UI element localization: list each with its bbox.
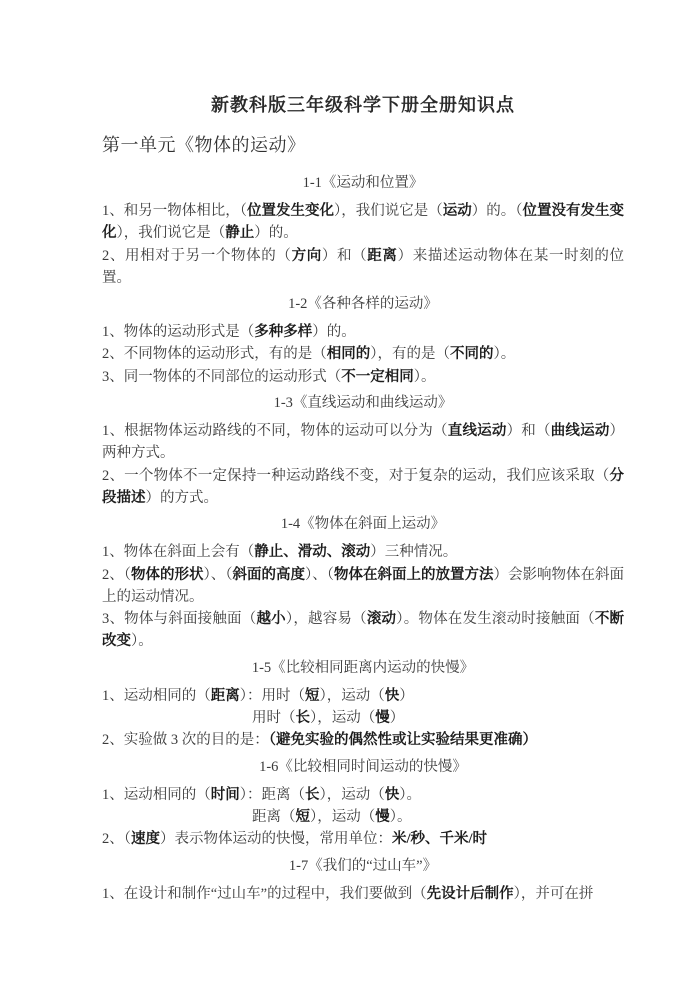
knowledge-section: [102, 294, 624, 388]
answer-bold: 位置发生变化: [247, 203, 334, 219]
answer-bold: 斜面的高度: [232, 566, 305, 583]
answer-bold: 运动: [442, 203, 472, 219]
answer-bold: 直线运动: [447, 423, 507, 440]
paragraph-continuation: 用时（长），运动（慢）: [252, 710, 405, 727]
knowledge-section: [102, 658, 624, 752]
section-heading: 1-3《直线运动和曲线运动》: [273, 395, 453, 412]
answer-bold: （避免实验的偶然性或让实验结果更准确）: [268, 732, 537, 749]
knowledge-section: [102, 173, 624, 289]
answer-bold: 物体的形状: [131, 566, 204, 583]
answer-bold: 距离: [210, 687, 240, 704]
paragraph: 2、实验做 3 次的目的是：（避免实验的偶然性或让实验结果更准确）: [102, 732, 537, 749]
document-body: [102, 173, 624, 905]
answer-bold: 快: [384, 786, 400, 803]
section-heading: 1-2《各种各样的运动》: [288, 296, 438, 313]
section-heading: 1-5《比较相同距离内运动的快慢》: [251, 659, 475, 676]
paragraph: 2、（物体的形状）、（斜面的高度）、（物体在斜面上的放置方法）会影响物体在斜面上的运动情况。: [102, 566, 624, 605]
answer-bold: 不一定相同: [341, 368, 414, 385]
document-title: 新教科版三年级科学下册全册知识点: [211, 95, 515, 115]
section-heading: 1-7《我们的“过山车”》: [288, 857, 438, 874]
answer-bold: 物体在斜面上的放置方法: [334, 566, 494, 583]
knowledge-section: [102, 856, 624, 905]
answer-bold: 多种多样: [254, 324, 313, 341]
answer-bold: 快: [384, 687, 400, 704]
paragraph: 1、物体在斜面上会有（静止、滑动、滚动）三种情况。: [102, 544, 458, 561]
answer-bold: 越小: [256, 611, 286, 628]
answer-bold: 先设计后制作: [426, 885, 514, 902]
paragraph: 2、（速度）表示物体运动的快慢，常用单位：米/秒、千米/时: [102, 831, 488, 848]
answer-bold: 曲线运动: [550, 423, 610, 440]
answer-bold: 长: [295, 710, 310, 727]
answer-bold: 距离: [367, 247, 398, 264]
answer-bold: 位置没有发生变化: [102, 203, 624, 242]
answer-bold: 短: [295, 808, 310, 825]
paragraph: 1、运动相同的（距离）：用时（短），运动（快）: [102, 687, 414, 704]
answer-bold: 分段描述: [102, 467, 624, 506]
answer-bold: 时间: [210, 786, 240, 803]
answer-bold: 滚动: [366, 611, 397, 628]
knowledge-section: [102, 514, 624, 652]
knowledge-section: [102, 393, 624, 509]
answer-bold: 长: [305, 786, 320, 803]
paragraph: 3、物体与斜面接触面（越小），越容易（滚动）。物体在发生滚动时接触面（不断改变）。: [102, 611, 625, 650]
answer-bold: 米/秒、千米/时: [392, 831, 488, 848]
unit-heading: 第一单元《物体的运动》: [102, 135, 306, 155]
answer-bold: 方向: [291, 247, 322, 264]
answer-bold: 速度: [131, 831, 160, 848]
document-content: [102, 94, 624, 905]
paragraph: 1、物体的运动形式是（多种多样）的。: [102, 324, 356, 341]
answer-bold: 相同的: [326, 346, 371, 363]
paragraph: 1、在设计和制作“过山车”的过程中，我们要做到（先设计后制作），并可在拼: [102, 885, 594, 902]
answer-bold: 静止、滑动、滚动: [254, 544, 371, 561]
answer-bold: 慢: [375, 808, 390, 825]
section-heading: 1-1《运动和位置》: [302, 175, 424, 191]
section-heading: 1-4《物体在斜面上运动》: [280, 516, 446, 533]
knowledge-section: [102, 757, 624, 851]
paragraph: 3、同一物体的不同部位的运动形式（不一定相同）。: [102, 368, 436, 385]
answer-bold: 不同的: [450, 346, 494, 363]
paragraph: 1、根据物体运动路线的不同，物体的运动可以分为（直线运动）和（曲线运动）两种方式。: [102, 423, 625, 462]
answer-bold: 静止: [225, 225, 255, 242]
paragraph: 2、一个物体不一定保持一种运动路线不变，对于复杂的运动，我们应该采取（分段描述）的方式。: [102, 467, 624, 506]
section-heading: 1-6《比较相同时间运动的快慢》: [259, 758, 467, 775]
paragraph: 2、不同物体的运动形式，有的是（相同的），有的是（不同的）。: [102, 346, 516, 363]
paragraph: 2、用相对于另一个物体的（方向）和（距离）来描述运动物体在某一时刻的位置。: [102, 247, 625, 286]
paragraph: 1、运动相同的（时间）：距离（长），运动（快）。: [102, 786, 421, 803]
answer-bold: 慢: [375, 710, 390, 727]
answer-bold: 短: [305, 687, 320, 704]
paragraph-continuation: 距离（短），运动（慢）。: [252, 808, 412, 825]
answer-bold: 不断改变: [102, 611, 625, 650]
paragraph: 1、和另一物体相比，（位置发生变化），我们说它是（运动）的。（位置没有发生变化），我们说它是（静止）的。: [102, 203, 624, 242]
